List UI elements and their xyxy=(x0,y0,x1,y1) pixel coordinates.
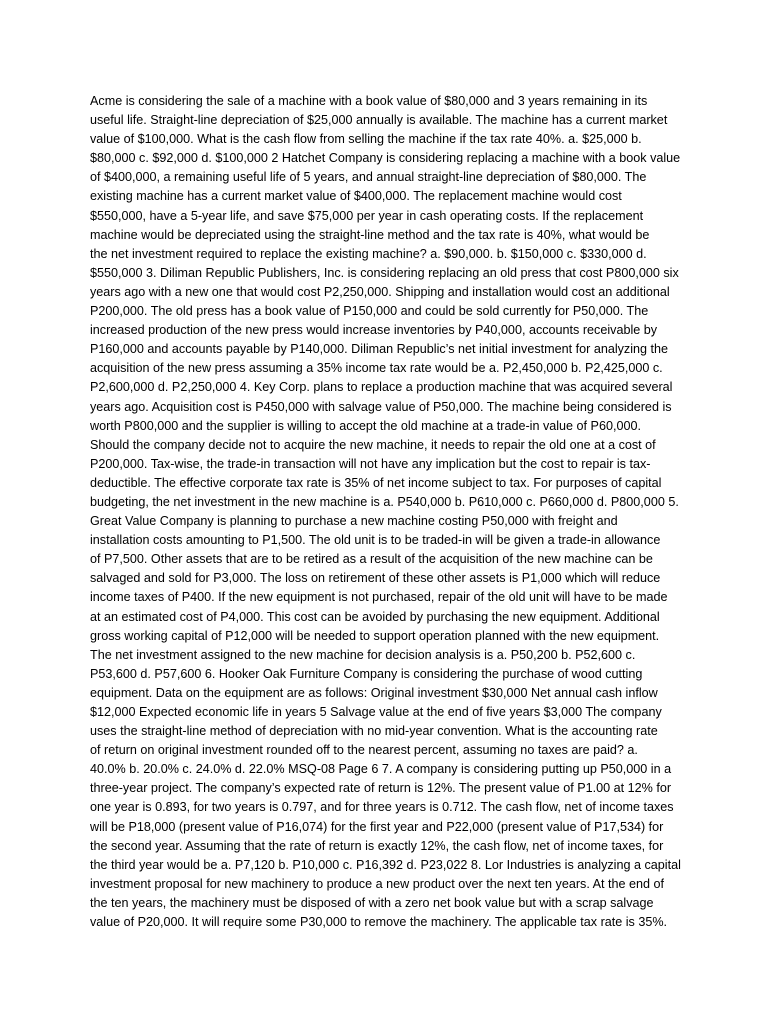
text-line: Acme is considering the sale of a machine with a book value of $80,000 and 3 years remaining in its xyxy=(90,94,648,108)
text-line: $12,000 Expected economic life in years 5 Salvage value at the end of five years $3,000 The company xyxy=(90,705,662,719)
text-line: will be P18,000 (present value of P16,074) for the first year and P22,000 (present value of P17,534) for xyxy=(90,819,664,834)
text-line: value of $100,000. What is the cash flow from selling the machine if the tax rate 40%. a. $25,000 b. xyxy=(90,132,642,147)
text-line: years ago. Acquisition cost is P450,000 with salvage value of P50,000. The machine being considered is xyxy=(90,399,672,414)
body-text xyxy=(90,92,690,932)
text-line: P200,000. The old press has a book value of P150,000 and could be sold currently for P50,000. The xyxy=(90,304,649,319)
text-line: one year is 0.893, for two years is 0.797, and for three years is 0.712. The cash flow, net of income taxes xyxy=(90,800,674,815)
text-line: value of P20,000. It will require some P30,000 to remove the machinery. The applicable tax rate is 35%. xyxy=(90,915,668,930)
text-line: investment proposal for new machinery to produce a new product over the next ten years. At the end of xyxy=(90,876,665,891)
text-line: 40.0% b. 20.0% c. 24.0% d. 22.0% MSQ-08 Page 6 7. A company is considering putting up P50,000 in a xyxy=(90,762,672,777)
text-line: budgeting, the net investment in the new machine is a. P540,000 b. P610,000 c. P660,000 d. P800,000 5. xyxy=(90,494,679,509)
text-line: years ago with a new one that would cost P2,250,000. Shipping and installation would cost an additional xyxy=(90,284,670,299)
text-line: acquisition of the new press assuming a 35% income tax rate would be a. P2,450,000 b. P2,425,000 c. xyxy=(90,361,663,376)
text-line: machine would be depreciated using the straight-line method and the tax rate is 40%, what would be xyxy=(90,227,650,242)
text-line: uses the straight-line method of depreciation with no mid-year convention. What is the accounting rate xyxy=(90,724,658,739)
text-line: the net investment required to replace the existing machine? a. $90,000. b. $150,000 c. $330,000 d. xyxy=(90,246,647,261)
text-line: deductible. The effective corporate tax rate is 35% of net income subject to tax. For purposes of capital xyxy=(90,475,662,490)
text-line: the second year. Assuming that the rate of return is exactly 12%, the cash flow, net of income taxes, for xyxy=(90,838,664,853)
text-line: Should the company decide not to acquire the new machine, it needs to repair the old one at a cost of xyxy=(90,437,656,452)
text-line: of $400,000, a remaining useful life of 5 years, and annual straight-line depreciation of $80,000. The xyxy=(90,170,647,185)
text-line: useful life. Straight-line depreciation of $25,000 annually is available. The machine has a current market xyxy=(90,113,668,128)
text-line: the ten years, the machinery must be disposed of with a zero net book value but with a scrap salvage xyxy=(90,895,654,910)
text-line: gross working capital of P12,000 will be needed to support operation planned with the new equipment. xyxy=(90,628,660,643)
text-line: installation costs amounting to P1,500. The old unit is to be traded-in will be given a trade-in allowance xyxy=(90,533,661,548)
text-line: increased production of the new press would increase inventories by P40,000, accounts receivable by xyxy=(90,323,658,338)
text-line: at an estimated cost of P4,000. This cost can be avoided by purchasing the new equipment. Additional xyxy=(90,609,660,624)
text-line: $550,000 3. Diliman Republic Publishers, Inc. is considering replacing an old press that cost P800,000 six xyxy=(90,265,679,280)
text-line: $80,000 c. $92,000 d. $100,000 2 Hatchet Company is considering replacing a machine with a book value xyxy=(90,151,681,166)
text-line: The net investment assigned to the new machine for decision analysis is a. P50,200 b. P52,600 c. xyxy=(90,647,636,662)
text-line: worth P800,000 and the supplier is willing to accept the old machine at a trade-in value of P60,000. xyxy=(90,418,641,433)
text-line: three-year project. The company’s expected rate of return is 12%. The present value of P1.00 at 12% for xyxy=(90,781,672,796)
text-line: equipment. Data on the equipment are as follows: Original investment $30,000 Net annual cash inflow xyxy=(90,685,658,700)
text-line: existing machine has a current market value of $400,000. The replacement machine would cost xyxy=(90,189,622,204)
text-line: $550,000, have a 5-year life, and save $75,000 per year in cash operating costs. If the replacement xyxy=(90,208,644,223)
text-line: salvaged and sold for P3,000. The loss on retirement of these other assets is P1,000 which will reduce xyxy=(90,571,661,586)
text-line: Great Value Company is planning to purchase a new machine costing P50,000 with freight and xyxy=(90,514,618,529)
text-line: P200,000. Tax-wise, the trade-in transaction will not have any implication but the cost to repair is tax- xyxy=(90,456,651,471)
text-line: income taxes of P400. If the new equipment is not purchased, repair of the old unit will have to be made xyxy=(90,590,668,605)
text-line: of P7,500. Other assets that are to be retired as a result of the acquisition of the new machine can be xyxy=(90,552,653,567)
text-line: P2,600,000 d. P2,250,000 4. Key Corp. plans to replace a production machine that was acquired several xyxy=(90,380,673,395)
text-line: P53,600 d. P57,600 6. Hooker Oak Furniture Company is considering the purchase of wood cutting xyxy=(90,666,643,681)
text-line: P160,000 and accounts payable by P140,000. Diliman Republic’s net initial investment for analyzing the xyxy=(90,342,669,357)
text-line: of return on original investment rounded off to the nearest percent, assuming no taxes are paid? a. xyxy=(90,743,638,758)
text-line: the third year would be a. P7,120 b. P10,000 c. P16,392 d. P23,022 8. Lor Industries is analyzing a capital xyxy=(90,857,681,872)
